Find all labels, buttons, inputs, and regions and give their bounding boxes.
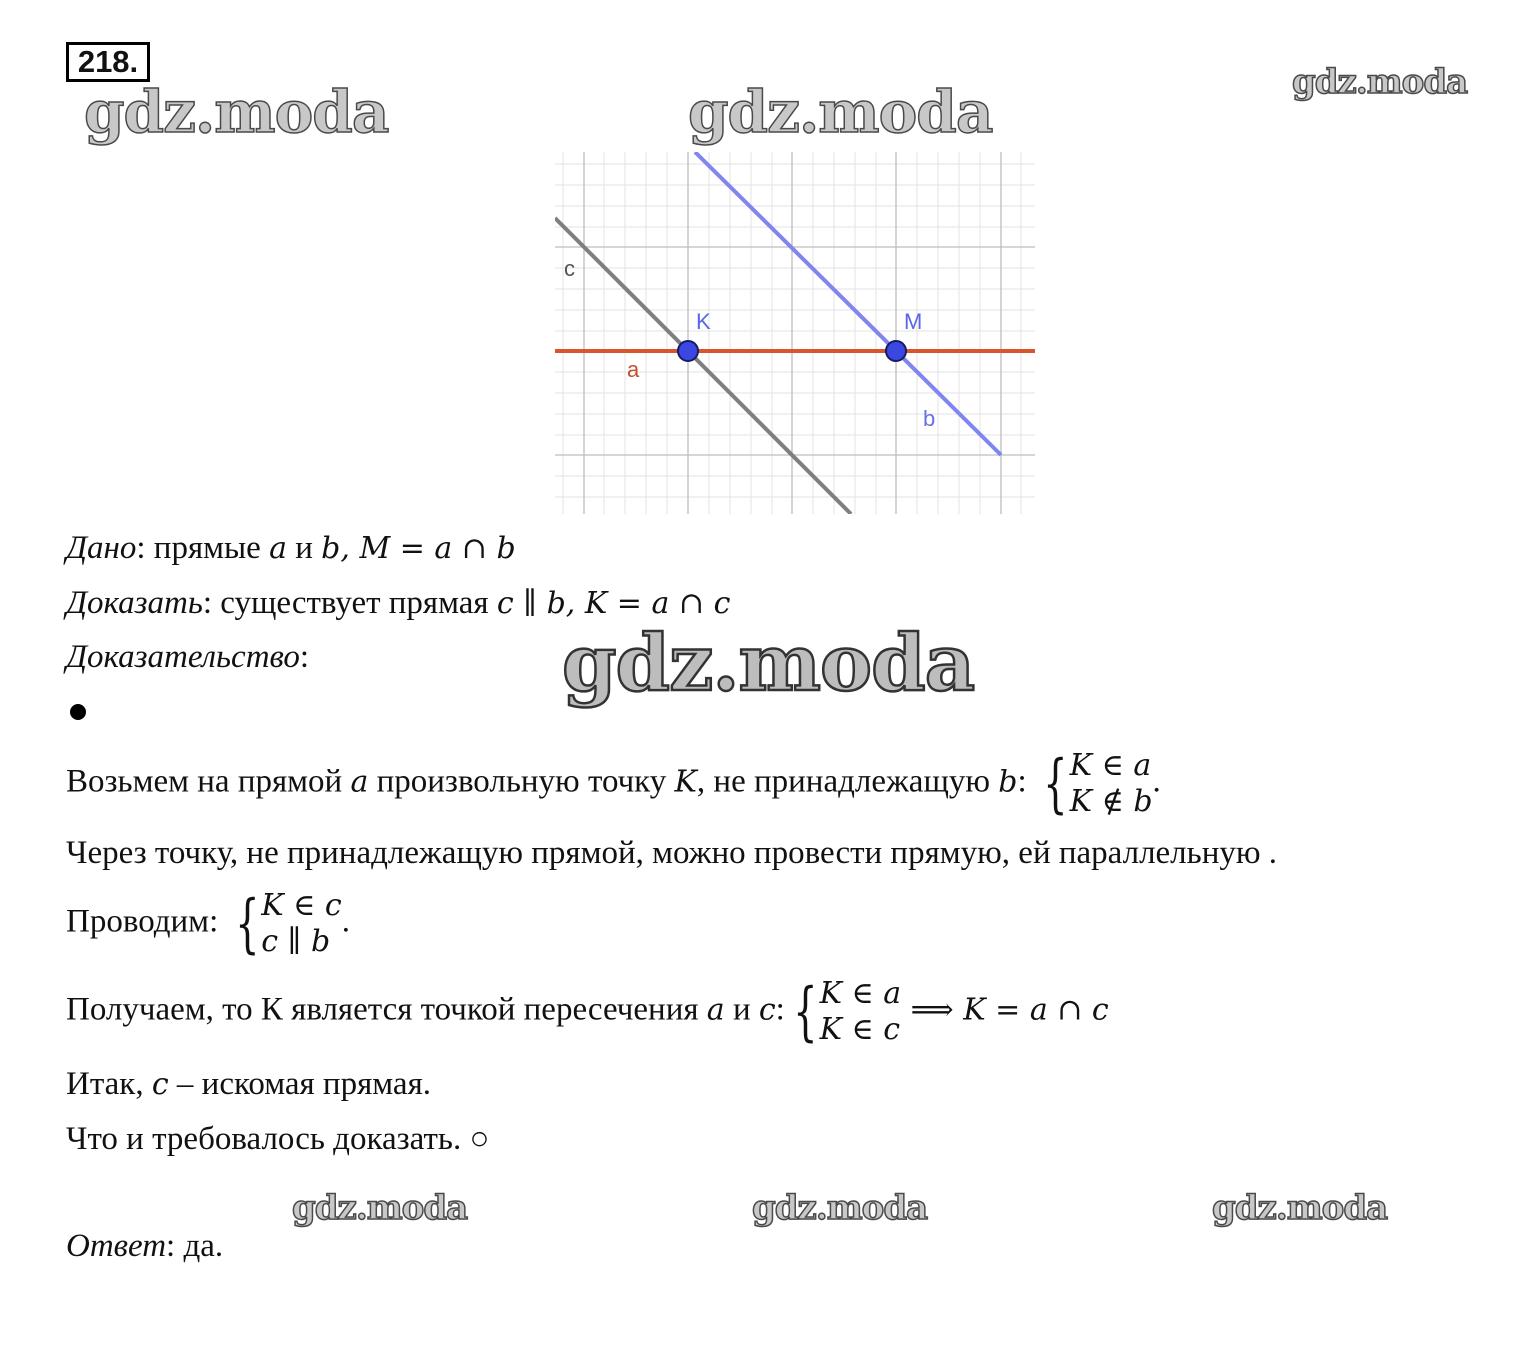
condition: K ∈ c [819,1012,901,1047]
given-rest: , M = a ∩ b [340,531,516,566]
watermark: gdz.moda [1292,62,1468,102]
period: . [1152,763,1161,800]
step1-text: , не принадлежащую [696,763,999,800]
watermark: gdz.moda [688,78,993,146]
point-m-label: M [904,309,923,334]
prove-label: Доказать [66,585,203,621]
line-a-label: a [627,357,640,382]
step1-colon: : [1017,763,1027,800]
step6-line: Что и требовалось доказать. ○ [66,1121,490,1157]
system-of-conditions: { K ∈ a K ∈ c [792,975,902,1049]
step4-c: c [758,992,776,1028]
watermark: gdz.moda [84,78,389,146]
answer-label: Ответ [66,1228,167,1264]
step4-line [66,976,1109,1048]
step1-k: K [674,764,697,800]
given-a: a [269,531,287,566]
step4-result: ⟹ K = a ∩ c [901,992,1109,1028]
prove-text: : существует прямая [202,585,497,621]
watermark: gdz.moda [292,1188,468,1228]
step4-and: и [724,991,759,1028]
step5-c: c [151,1067,169,1102]
proof-line [66,637,309,677]
line-b [695,152,1001,455]
line-b-label: b [923,406,936,431]
step5-text: – искомая прямая. [168,1066,431,1102]
watermark: gdz.moda [752,1188,928,1228]
step5-text: Итак, [66,1066,152,1102]
given-and: и [286,530,322,566]
step2-line: Через точку, не принадлежащую прямой, можно провести прямую, ей параллельную . [66,835,1278,871]
step5-line [66,1064,431,1105]
answer-text: : да. [166,1228,224,1264]
watermark: gdz.moda [1212,1188,1388,1228]
given-b: b [321,531,341,566]
step1-a: a [350,764,369,800]
proof-colon: : [299,639,310,675]
answer-line [66,1226,223,1266]
condition: K ∈ a [819,976,902,1011]
geometry-diagram [555,152,1035,514]
step3-line [66,888,350,960]
system-of-conditions: { K ∈ a K ∉ b [1043,747,1153,821]
watermark: gdz.moda [562,618,975,709]
step3-text: Проводим: [66,903,227,940]
condition: K ∈ a [1069,748,1152,783]
condition: K ∈ c [261,888,342,923]
step4-text: Получаем, то К является точкой пересечения [66,991,707,1028]
step1-text: Возьмем на прямой [66,763,351,800]
prove-expr: c ∥ b, K = a ∩ c [496,586,731,621]
bullet-icon [70,704,86,720]
given-text: : прямые [136,530,270,566]
condition: K ∉ b [1069,784,1153,819]
step1-b: b [998,764,1018,800]
point-m [886,341,906,361]
point-k-label: K [696,309,711,334]
given-label: Дано [66,530,137,566]
line-c-label: c [564,256,575,281]
step4-a: a [706,992,725,1028]
step1-text: произвольную точку [368,763,675,800]
system-of-conditions: { K ∈ c c ∥ b [234,887,342,961]
period: . [341,903,350,940]
proof-label: Доказательство [66,639,300,675]
step4-colon: : [775,991,785,1028]
condition: c ∥ b [261,924,331,959]
step1-line [66,748,1161,820]
given-line [66,528,516,569]
problem-number: 218. [66,42,150,82]
point-k [678,341,698,361]
